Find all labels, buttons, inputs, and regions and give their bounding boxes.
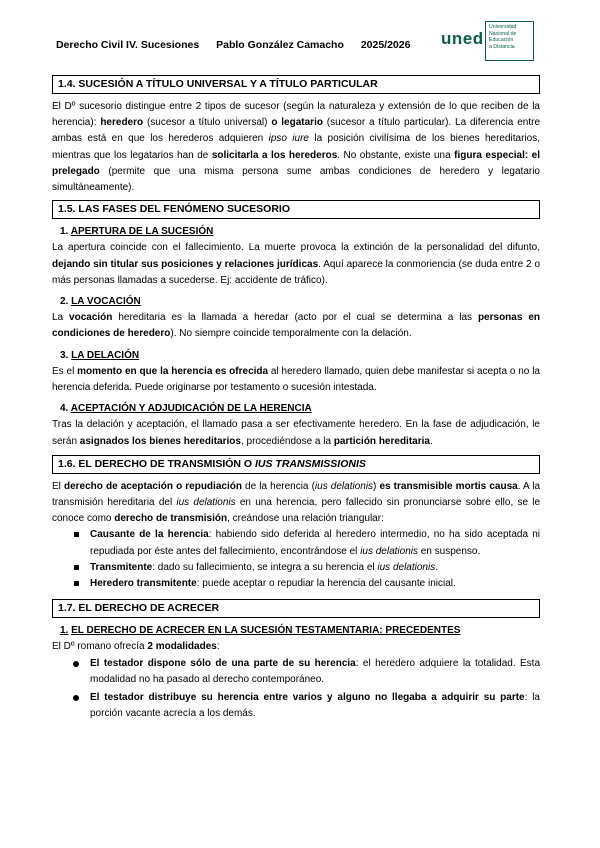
section-heading-1-6: 1.6. EL DERECHO DE TRANSMISIÓN O IUS TRANSMISSIONIS — [52, 455, 540, 474]
square-bullet-icon — [74, 565, 79, 570]
section-1-6-paragraph: El derecho de aceptación o repudiación de la herencia (ius delationis) es transmisible mortis causa. A la transmisión hereditaria del ius delationis en una herencia, pero fallecido sin pronunciarse sobre ello, se le conoce como derecho de transmisión, creándose una relación triangular: — [52, 480, 541, 525]
round-bullet-icon — [73, 661, 79, 667]
logo-line: Universidad — [489, 24, 517, 30]
phase-text-aceptacion: Tras la delación y aceptación, el llamado pasa a ser efectivamente heredero. En la fase de adjudicación, le serán asignados los bienes hereditarios, procediéndose a la partición hereditaria. — [52, 419, 540, 447]
list-item: El testador dispone sólo de una parte de su herencia: el heredero adquiere la totalidad. Esta modalidad no ha pasado al derecho contemporáneo. — [52, 656, 540, 688]
modalities-list — [52, 656, 540, 723]
phase-text-apertura: La apertura coincide con el fallecimiento. La muerte provoca la extinción de la personalidad del difunto, dejando sin titular sus posiciones y relaciones jurídicas. Aquí aparece la conmoriencia (se duda entre 2 o más personas llamadas a sucederse. Ej: accidente de tráfico). — [52, 242, 540, 286]
square-bullet-icon — [74, 581, 79, 586]
page-header — [56, 39, 410, 51]
logo-line: Nacional de — [489, 30, 517, 37]
phase-heading-delacion: 3. LA DELACIÓN — [60, 349, 140, 361]
logo-wordmark: uned — [441, 29, 484, 48]
phase-heading-apertura: 1. APERTURA DE LA SUCESIÓN — [60, 226, 214, 238]
section-1-4-paragraph: El Dº sucesorio distingue entre 2 tipos de sucesor (según la naturaleza y extensión de lo que reciben de la herencia): heredero (sucesor a título universal) o legatario (sucesor a título particular). La diferencia entre ambas está en que los herederos adquieren ipso iure la posición civilísima de los bienes hereditarios, mientras que los legatarios han de solicitarla a los herederos. No obstante, existe una figura especial: el prelegado (permite que una misma persona sume ambas condiciones de heredero y legatario simultáneamente). — [52, 101, 541, 194]
academic-year: 2025/2026 — [360, 39, 411, 51]
logo-line: Educación — [489, 37, 514, 43]
triangular-relation-list — [52, 527, 540, 592]
course-name: Derecho Civil IV. Sucesiones — [56, 39, 200, 51]
section-heading-1-4: 1.4. SUCESIÓN A TÍTULO UNIVERSAL Y A TÍTULO PARTICULAR — [52, 75, 540, 94]
phase-text-vocacion: La vocación hereditaria es la llamada a heredar (acto por el cual se determina a las personas en condiciones de heredero). No siempre coincide temporalmente con la delación. — [52, 312, 540, 340]
phase-text-delacion: Es el momento en que la herencia es ofrecida al heredero llamado, quien debe manifestar si acepta o no la herencia deferida. Puede originarse por testamento o sucesión intestada. — [52, 365, 540, 394]
author-name: Pablo González Camacho — [216, 39, 344, 51]
phase-heading-vocacion: 2. LA VOCACIÓN — [60, 296, 141, 308]
section-heading-1-5: 1.5. LAS FASES DEL FENÓMENO SUCESORIO — [52, 200, 540, 219]
logo-line: a Distancia — [489, 43, 515, 50]
list-item: Transmitente: dado su fallecimiento, se integra a su herencia el ius delationis. — [52, 560, 540, 576]
document-body — [52, 72, 540, 723]
list-item: Heredero transmitente: puede aceptar o repudiar la herencia del causante inicial. — [52, 576, 540, 592]
list-item: Causante de la herencia: habiendo sido deferida al heredero intermedio, no ha sido aceptada ni repudiada por éste antes del fallecimiento, encontrándose el ius delationis en suspenso. — [52, 527, 540, 559]
subsection-heading-precedentes: 1. EL DERECHO DE ACRECER EN LA SUCESIÓN TESTAMENTARIA: PRECEDENTES — [60, 625, 461, 637]
uned-logo — [441, 20, 547, 64]
round-bullet-icon — [73, 695, 79, 701]
section-heading-1-7: 1.7. EL DERECHO DE ACRECER — [52, 599, 540, 618]
phase-heading-aceptacion: 4. ACEPTACIÓN Y ADJUDICACIÓN DE LA HERENCIA — [60, 403, 312, 415]
logo-text-box — [485, 21, 534, 61]
list-item: El testador distribuye su herencia entre varios y alguno no llegaba a adquirir su parte: la porción vacante acrecía a los demás. — [52, 690, 540, 722]
square-bullet-icon — [74, 532, 79, 537]
section-1-7-intro: El Dº romano ofrecía 2 modalidades: — [52, 641, 220, 653]
